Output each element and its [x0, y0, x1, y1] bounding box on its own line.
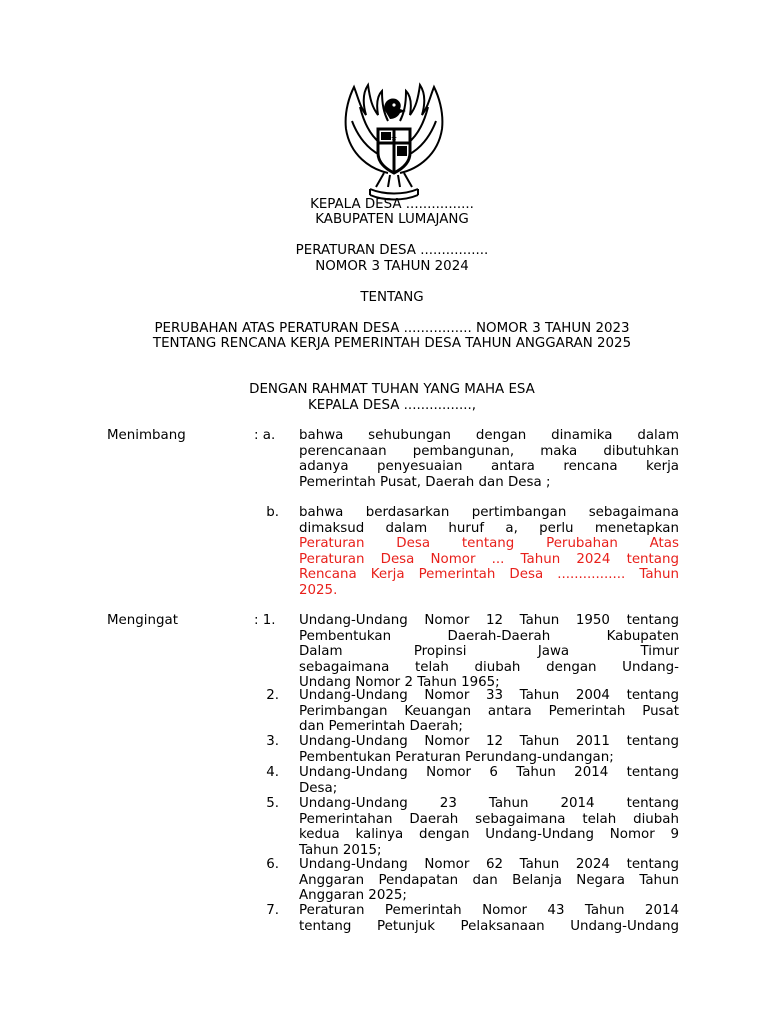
text-line: Undang-Undang Nomor 33 Tahun 2004 tentang [299, 688, 679, 703]
text-line: sebagaimana telah diubah dengan Undang- [299, 659, 679, 675]
text-line: Undang-Undang Nomor 12 Tahun 1950 tentang [299, 613, 679, 628]
text-line: dimaksud dalam huruf a, perlu menetapkan [299, 520, 679, 536]
text-line: tentang Petunjuk Pelaksanaan Undang-Undang [299, 918, 679, 934]
text-line: Undang-Undang Nomor 12 Tahun 2011 tentang [299, 734, 679, 749]
mengingat-label: Mengingat [107, 613, 178, 628]
text-line: Pemerintahan Daerah sebagaimana telah diubah [299, 811, 679, 827]
header-kabupaten: KABUPATEN LUMAJANG [315, 212, 469, 227]
text-line: Tahun 2015; [299, 842, 382, 858]
mengingat-item-2 [299, 688, 679, 735]
mengingat-num-4: 4. [266, 765, 279, 780]
text-line: Undang-Undang Nomor 6 Tahun 2014 tentang [299, 765, 679, 780]
text-line: Perimbangan Keuangan antara Pemerintah Pusat [299, 703, 679, 719]
text-line: Peraturan Pemerintah Nomor 43 Tahun 2014 [299, 903, 679, 918]
menimbang-item-a [299, 428, 679, 490]
header-tentang: TENTANG [360, 290, 424, 305]
mengingat-num-5: 5. [266, 796, 279, 811]
text-line: bahwa sehubungan dengan dinamika dalam [299, 428, 679, 443]
text-line: kedua kalinya dengan Undang-Undang Nomor 9 [299, 827, 679, 842]
menimbang-num-b: b. [266, 505, 279, 520]
garuda-emblem [340, 77, 448, 205]
text-line: Anggaran 2025; [299, 888, 407, 903]
text-line: Undang-Undang Nomor 62 Tahun 2024 tentang [299, 857, 679, 872]
text-line-highlighted: 2025. [299, 582, 338, 598]
text-line: Pemerintah Pusat, Daerah dan Desa ; [299, 474, 551, 490]
text-line: Pembentukan Daerah-Daerah Kabupaten [299, 628, 679, 644]
mengingat-num-2: 2. [266, 688, 279, 703]
menimbang-label: Menimbang [107, 428, 186, 443]
rahmat-line: DENGAN RAHMAT TUHAN YANG MAHA ESA [249, 382, 535, 397]
text-line-highlighted: Rencana Kerja Pemerintah Desa ................ Tahun [299, 567, 679, 582]
text-line: Dalam Propinsi Jawa Timur [299, 644, 679, 659]
menimbang-item-b [299, 505, 679, 598]
mengingat-item-6 [299, 857, 679, 904]
mengingat-num-3: 3. [266, 734, 279, 749]
mengingat-item-5 [299, 796, 679, 858]
header-kepala-desa: KEPALA DESA ................ [310, 197, 474, 212]
text-line: bahwa berdasarkan pertimbangan sebagaimana [299, 505, 679, 520]
text-line: Undang Nomor 2 Tahun 1965; [299, 675, 500, 690]
menimbang-num-a: : a. [254, 428, 276, 443]
mengingat-item-3 [299, 734, 679, 765]
kepala-desa-line: KEPALA DESA ................, [307, 398, 477, 413]
text-line-highlighted: Peraturan Desa Nomor ... Tahun 2024 tentang [299, 551, 679, 567]
text-line: Desa; [299, 780, 338, 796]
text-line: Pembentukan Peraturan Perundang-undangan; [299, 749, 614, 765]
text-line: Undang-Undang 23 Tahun 2014 tentang [299, 796, 679, 811]
mengingat-num-1: : 1. [254, 613, 276, 628]
document-title-line-2: TENTANG RENCANA KERJA PEMERINTAH DESA TAHUN ANGGARAN 2025 [152, 336, 632, 351]
mengingat-num-6: 6. [266, 857, 279, 872]
text-line: Anggaran Pendapatan dan Belanja Negara Tahun [299, 872, 679, 888]
mengingat-num-7: 7. [266, 903, 279, 918]
text-line: perencanaan pembangunan, maka dibutuhkan [299, 443, 679, 459]
text-line: dan Pemerintah Daerah; [299, 719, 463, 734]
document-title-line-1: PERUBAHAN ATAS PERATURAN DESA ................ NOMOR 3 TAHUN 2023 [154, 321, 630, 336]
text-line: adanya penyesuaian antara rencana kerja [299, 459, 679, 474]
mengingat-item-7 [299, 903, 679, 934]
mengingat-item-1 [299, 613, 679, 691]
text-line-highlighted: Peraturan Desa tentang Perubahan Atas [299, 536, 679, 551]
header-nomor: NOMOR 3 TAHUN 2024 [315, 259, 469, 274]
header-peraturan-desa: PERATURAN DESA ................ [295, 243, 489, 258]
mengingat-item-4 [299, 765, 679, 796]
